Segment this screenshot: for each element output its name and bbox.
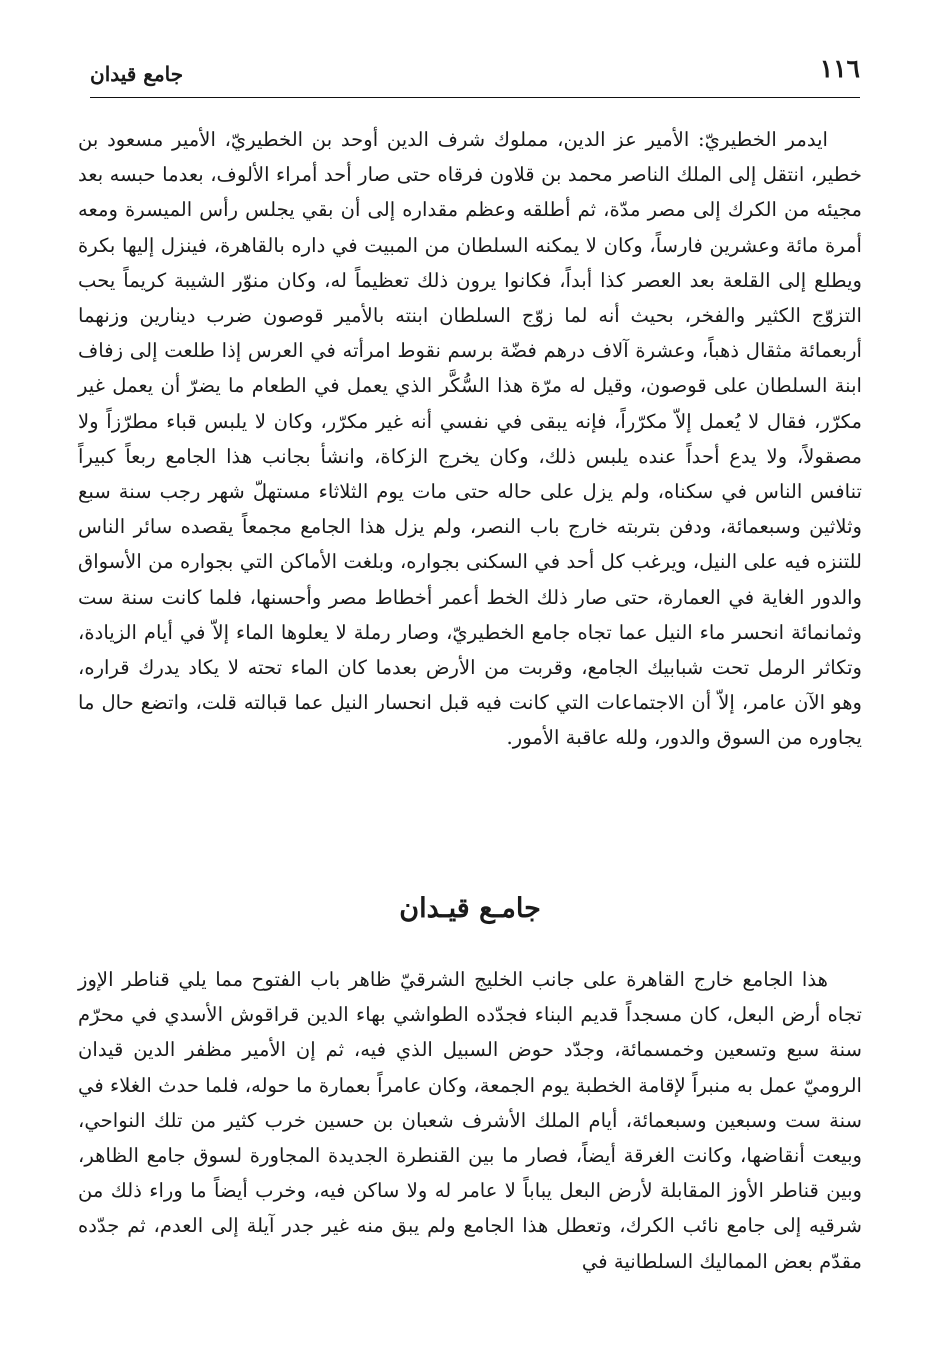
page-number: ١١٦ [819, 54, 860, 83]
running-title: جامع قيدان [90, 62, 184, 86]
header-rule [90, 97, 860, 98]
section-title: جامـع قيـدان [399, 893, 541, 924]
paragraph-qaydan: هذا الجامع خارج القاهرة على جانب الخليج الشرقيّ ظاهر باب الفتوح مما يلي قناطر الإوز تجاه أرض البعل، كان مسجداً قديم البناء فجدّده الطواشي بهاء الدين قراقوش الأسدي في محرّم سنة سبع وتسعين وخمسمائة، وجدّد حوض السبيل الذي فيه، ثم إن الأمير مظفر الدين قيدان الروميّ عمل به منبراً لإقامة الخطبة يوم الجمعة، وكان عامراً بعمارة ما حوله، فلما حدث الغلاء في سنة ست وسبعين وسبعمائة، أيام الملك الأشرف شعبان بن حسين خرب كثير من تلك النواحي، وبيعت أنقاضها، وكانت الغرقة أيضاً، فصار ما بين القنطرة الجديدة المجاورة لسوق جامع الظاهر، وبين قناطر الأوز المقابلة لأرض البعل يباباً لا عامر له ولا ساكن فيه، وخرب أيضاً ما وراء ذلك من شرقيه إلى جامع نائب الكرك، وتعطل هذا الجامع ولم يبق منه غير جدر آيلة إلى العدم، ثم جدّده مقدّم بعض المماليك السلطانية في [78, 968, 862, 1273]
paragraph-khatiri: ايدمر الخطيريّ: الأمير عز الدين، مملوك شرف الدين أوحد بن الخطيريّ، الأمير مسعود بن خطير، انتقل إلى الملك الناصر محمد بن قلاون فرقاه حتى صار أحد أمراء الألوف، بعدما حبسه بعد مجيئه من الكرك إلى مصر مدّة، ثم أطلقه وعظم مقداره إلى أن بقي يجلس رأس الميسرة ومعه أمرة مائة وعشرين فارساً، وكان لا يمكنه السلطان من المبيت في داره بالقاهرة، فينزل إليها بكرة ويطلع إلى القلعة بعد العصر كذا أبداً، فكانوا يرون ذلك تعظيماً له، وكان منوّر الشيبة كريماً يحب التزوّج الكثير والفخر، بحيث أنه لما زوّج السلطان ابنته بالأمير قوصون ضرب دينارين وزنهما أربعمائة مثقال ذهباً، وعشرة آلاف درهم فضّة برسم نقوط امرأته في العرس إذا طلعت إلى زفاف ابنة السلطان على قوصون، وقيل له مرّة هذا السُّكَّر الذي يعمل في الطعام ما يضرّ أن يعمل غير مكرّر، فقال لا يُعمل إلاّ مكرّراً، فإنه يبقى في نفسي أنه غير مكرّر، وكان لا يلبس قباء مطرّزاً ولا مصقولاً، ولا يدع أحداً عنده يلبس ذلك، وكان يخرج الزكاة، وانشأ بجانب هذا الجامع ربعاً كبيراً تنافس الناس في سكناه، ولم يزل على حاله حتى مات يوم الثلاثاء مستهلّ شهر رجب سنة سبع وثلاثين وسبعمائة، ودفن بتربته خارج باب النصر، ولم يزل هذا الجامع مجمعاً يقصده سائر الناس للتنزه فيه على النيل، ويرغب كل أحد في السكنى بجواره، وبلغت الأماكن التي بجواره من الأسواق والدور الغاية في العمارة، حتى صار ذلك الخط أعمر أخطاط مصر وأحسنها، فلما كانت سنة ست وثمانمائة انحسر ماء النيل عما تجاه جامع الخطيريّ، وصار رملة لا يعلوها الماء إلاّ في أيام الزيادة، وتكاثر الرمل تحت شبابيك الجامع، وقربت من الأرض بعدما كان الماء تحته لا يكاد يدرك قراره، وهو الآن عامر، إلاّ أن الاجتماعات التي كانت فيه قبل انحسار النيل عما قبالته قلت، واتضع حال ما يجاوره من السوق والدور، ولله عاقبة الأمور. [78, 128, 862, 750]
page-header [90, 52, 860, 96]
